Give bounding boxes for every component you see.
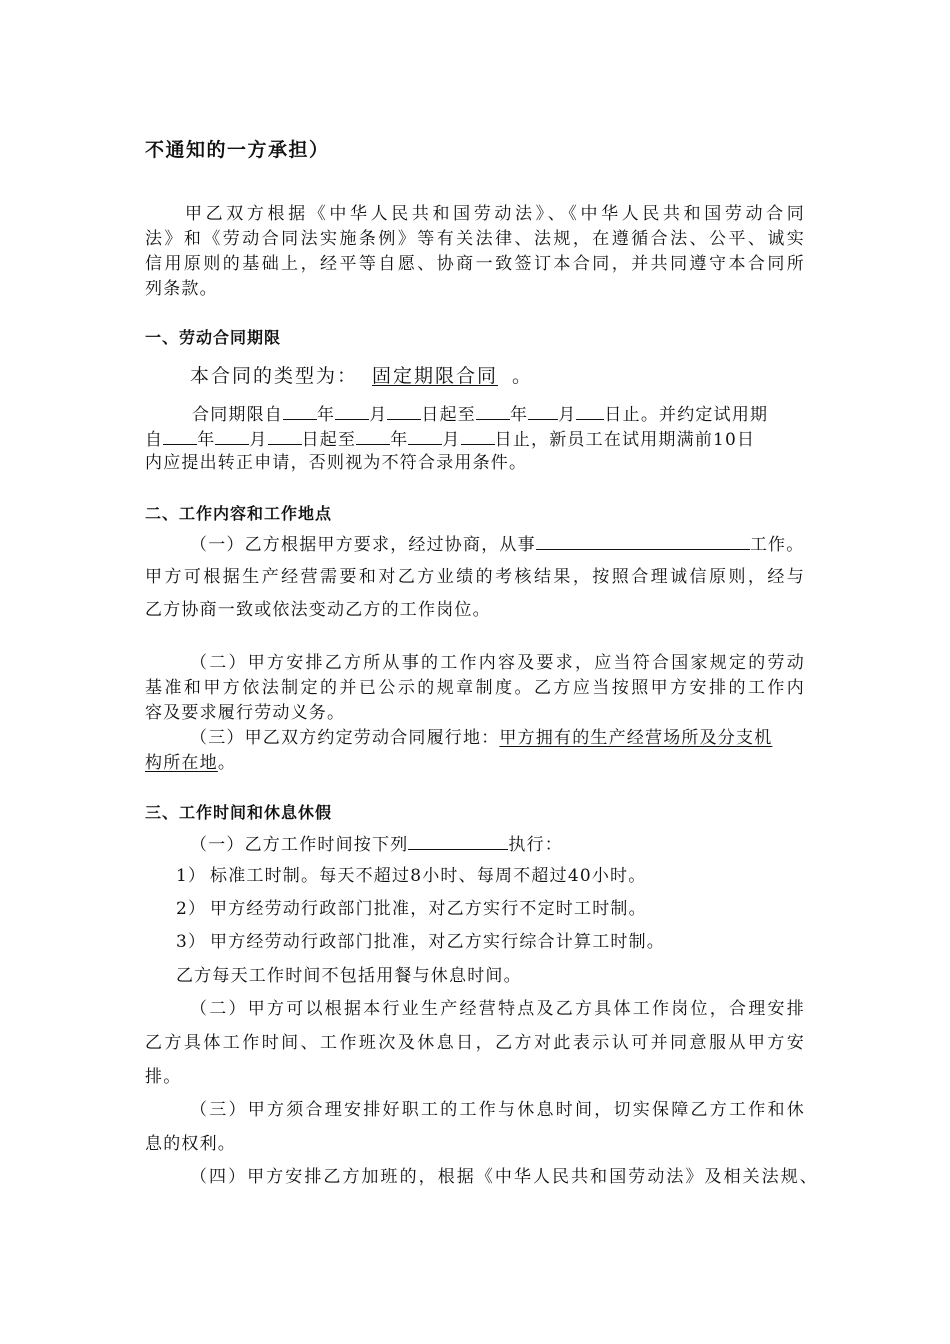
probation-start-day-blank [268,426,302,445]
work-content-line-1: （一）乙方根据甲方要求，经过协商，从事 工作。 [190,531,804,557]
start-day-blank [387,401,421,420]
intro-line-3: 信用原则的基础上，经平等自愿、协商一致签订本合同，并共同遵守本合同所 [145,254,805,274]
section-3-heading: 三、工作时间和休息休假 [145,803,333,822]
section-1-heading: 一、劳动合同期限 [145,328,282,347]
intro-line-4: 列条款。 [145,279,218,299]
work-place-line-2: 构所在地。 [145,753,237,773]
contract-type-line: 本合同的类型为： 固定期限合同 。 [190,365,534,387]
end-month-blank [528,401,558,420]
contract-type-label: 本合同的类型为： [190,365,359,387]
intro-line-2: 法》和《劳动合同法实施条例》等有关法律、法规，在遵循合法、公平、诚实 [145,229,805,249]
probation-end-day-blank [461,426,495,445]
end-day-blank [576,401,604,420]
contract-type-value: 固定期限合同 [372,365,499,387]
work-req-line-2: 基准和甲方依法制定的并已公示的规章制度。乙方应当按照甲方安排的工作内 [145,678,805,698]
work-content-line-2: 甲方可根据生产经营需要和对乙方业绩的考核结果，按照合理诚信原则，经与 [145,567,805,587]
start-month-blank [335,401,369,420]
probation-end-year-blank [356,426,390,445]
schedule-line-1: （二）甲方可以根据本行业生产经营特点及乙方具体工作岗位，合理安排 [190,999,805,1019]
work-req-line-1: （二）甲方安排乙方所从事的工作内容及要求，应当符合国家规定的劳动 [190,653,805,673]
rest-line-1: （三）甲方须合理安排好职工的工作与休息时间，切实保障乙方工作和休 [190,1100,805,1120]
overtime-line-1: （四）甲方安排乙方加班的，根据《中华人民共和国劳动法》及相关法规、 [190,1167,818,1187]
hours-line-1: （一）乙方工作时间按下列 执行： [190,831,563,857]
hours-option-3: 3） 甲方经劳动行政部门批准，对乙方实行综合计算工时制。 [176,932,665,952]
hours-option-1: 1） 标准工时制。每天不超过8小时、每周不超过40小时。 [176,866,647,886]
end-year-blank [476,401,510,420]
rest-line-2: 息的权利。 [145,1134,236,1154]
hours-option-2: 2） 甲方经劳动行政部门批准，对乙方实行不定时工时制。 [176,899,647,919]
term-line-1: 合同期限自 年 月 日起至 年 月 日止。并约定试用期 [192,401,768,427]
probation-start-month-blank [215,426,249,445]
section-2-heading: 二、工作内容和工作地点 [145,504,333,523]
start-year-blank [283,401,317,420]
work-place-value-cont: 构所在地 [145,753,218,773]
continued-title: 不通知的一方承担） [145,139,330,161]
hours-note: 乙方每天工作时间不包括用餐与休息时间。 [176,966,522,986]
probation-end-month-blank [408,426,442,445]
work-place-line-1: （三）甲乙双方约定劳动合同履行地：甲方拥有的生产经营场所及分支机 [190,728,773,748]
probation-start-year-blank [163,426,197,445]
intro-line-1: 甲乙双方根据《中华人民共和国劳动法》、《中华人民共和国劳动合同 [185,204,805,224]
schedule-line-3: 排。 [145,1067,182,1087]
hours-system-blank [408,831,508,850]
work-place-value: 甲方拥有的生产经营场所及分支机 [499,728,773,748]
job-title-blank [536,531,750,550]
work-content-line-3: 乙方协商一致或依法变动乙方的工作岗位。 [145,600,491,620]
term-line-3: 内应提出转正申请，否则视为不符合录用条件。 [145,453,528,473]
work-req-line-3: 容及要求履行劳动义务。 [145,703,346,723]
schedule-line-2: 乙方具体工作时间、工作班次及休息日，乙方对此表示认可并同意服从甲方安 [145,1033,805,1053]
term-line-2: 自 年 月 日起至 年 月 日止，新员工在试用期满前10日 [145,426,755,452]
